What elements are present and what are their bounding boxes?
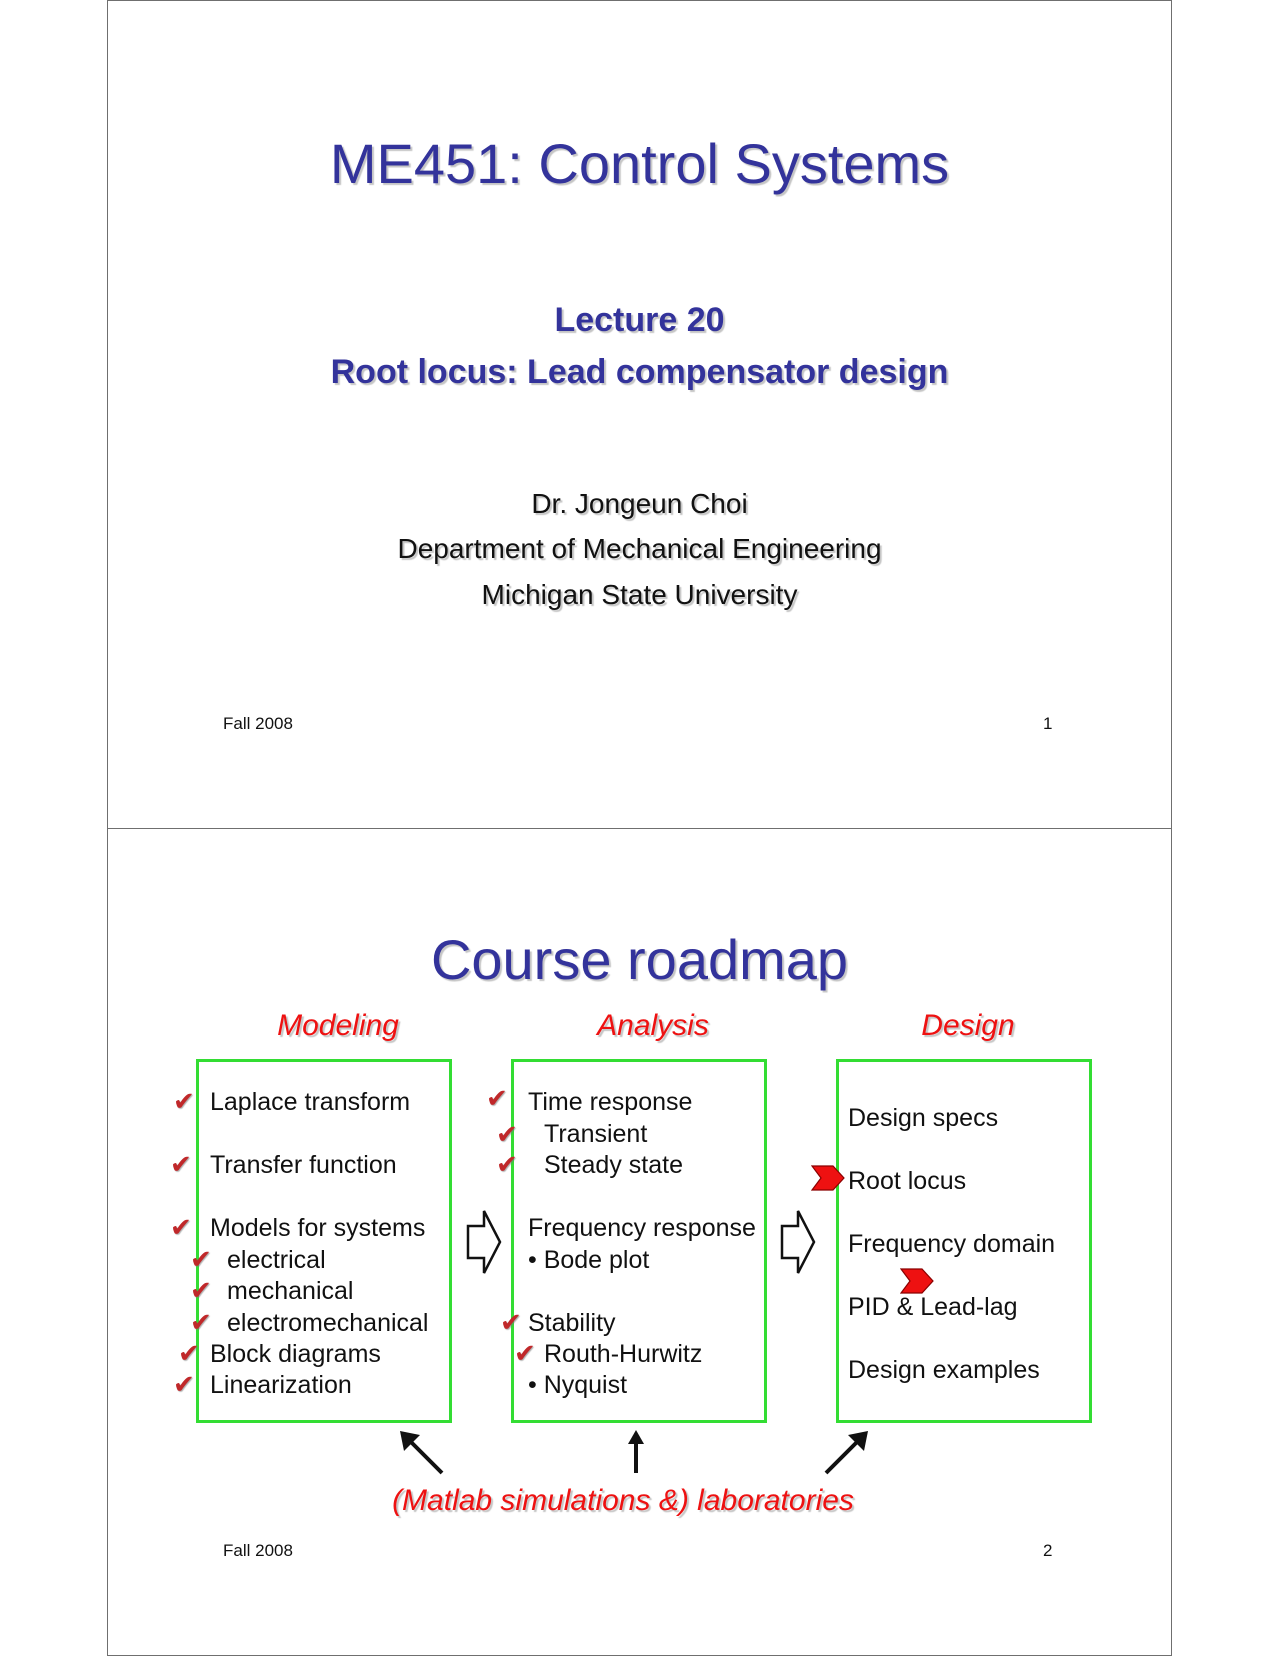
modeling-item: Models for systems (210, 1214, 426, 1242)
analysis-heading: Analysis (597, 1009, 709, 1042)
check-mark-icon: ✔ (514, 1338, 536, 1368)
labs-note: (Matlab simulations &) laboratories (392, 1484, 854, 1517)
analysis-item: Frequency response (528, 1214, 756, 1242)
design-item: Design examples (848, 1356, 1040, 1384)
modeling-subitem: mechanical (227, 1277, 354, 1305)
modeling-item: Laplace transform (210, 1088, 411, 1116)
department-name: Department of Mechanical Engineering (397, 533, 882, 564)
analysis-subitem: • Bode plot (528, 1246, 650, 1274)
check-mark-icon: ✔ (173, 1086, 195, 1116)
red-chevron-icon (900, 1268, 934, 1294)
lecture-number: Lecture 20 (554, 301, 725, 339)
page-number: 2 (1043, 1541, 1053, 1560)
check-mark-icon: ✔ (500, 1307, 522, 1337)
design-item-current: Root locus (848, 1167, 967, 1195)
author-name: Dr. Jongeun Choi (531, 488, 748, 519)
design-item: Frequency domain (848, 1230, 1056, 1258)
check-mark-icon: ✔ (178, 1338, 200, 1368)
check-mark-icon: ✔ (170, 1149, 192, 1179)
right-block-arrow-icon (466, 1209, 502, 1275)
modeling-subitem: electrical (227, 1246, 326, 1274)
slide-title: ME451: Control Systems (329, 132, 950, 195)
slide-title: Course roadmap (430, 928, 849, 991)
analysis-item: Time response (528, 1088, 693, 1116)
modeling-item: Transfer function (210, 1151, 397, 1179)
check-mark-icon: ✔ (486, 1083, 508, 1113)
analysis-subitem: • Nyquist (528, 1371, 628, 1399)
modeling-item: Block diagrams (210, 1340, 381, 1368)
design-item: Design specs (848, 1104, 999, 1132)
lecture-subtitle: Root locus: Lead compensator design (330, 353, 949, 391)
modeling-subitem: electromechanical (227, 1309, 429, 1337)
university-name: Michigan State University (481, 579, 798, 610)
design-item: PID & Lead-lag (848, 1293, 1018, 1321)
design-heading: Design (921, 1009, 1015, 1042)
page-number: 1 (1043, 714, 1053, 733)
arrow-up-right-icon (820, 1429, 870, 1479)
arrow-up-icon (626, 1429, 646, 1475)
analysis-item: Stability (528, 1309, 616, 1337)
modeling-heading: Modeling (277, 1009, 399, 1042)
check-mark-icon: ✔ (170, 1212, 192, 1242)
analysis-subitem: Transient (544, 1120, 648, 1148)
check-mark-icon: ✔ (190, 1275, 212, 1305)
check-mark-icon: ✔ (190, 1307, 212, 1337)
slide-2 (107, 828, 1172, 1656)
red-chevron-icon (811, 1165, 845, 1191)
footer-date: Fall 2008 (223, 1541, 293, 1560)
right-block-arrow-icon (780, 1209, 816, 1275)
slide-1 (107, 0, 1172, 829)
analysis-subitem: Routh-Hurwitz (544, 1340, 703, 1368)
check-mark-icon: ✔ (496, 1149, 518, 1179)
analysis-subitem: Steady state (544, 1151, 683, 1179)
check-mark-icon: ✔ (173, 1369, 195, 1399)
check-mark-icon: ✔ (496, 1119, 518, 1149)
footer-date: Fall 2008 (223, 714, 293, 733)
modeling-item: Linearization (210, 1371, 352, 1399)
arrow-up-left-icon (398, 1429, 448, 1479)
check-mark-icon: ✔ (190, 1244, 212, 1274)
